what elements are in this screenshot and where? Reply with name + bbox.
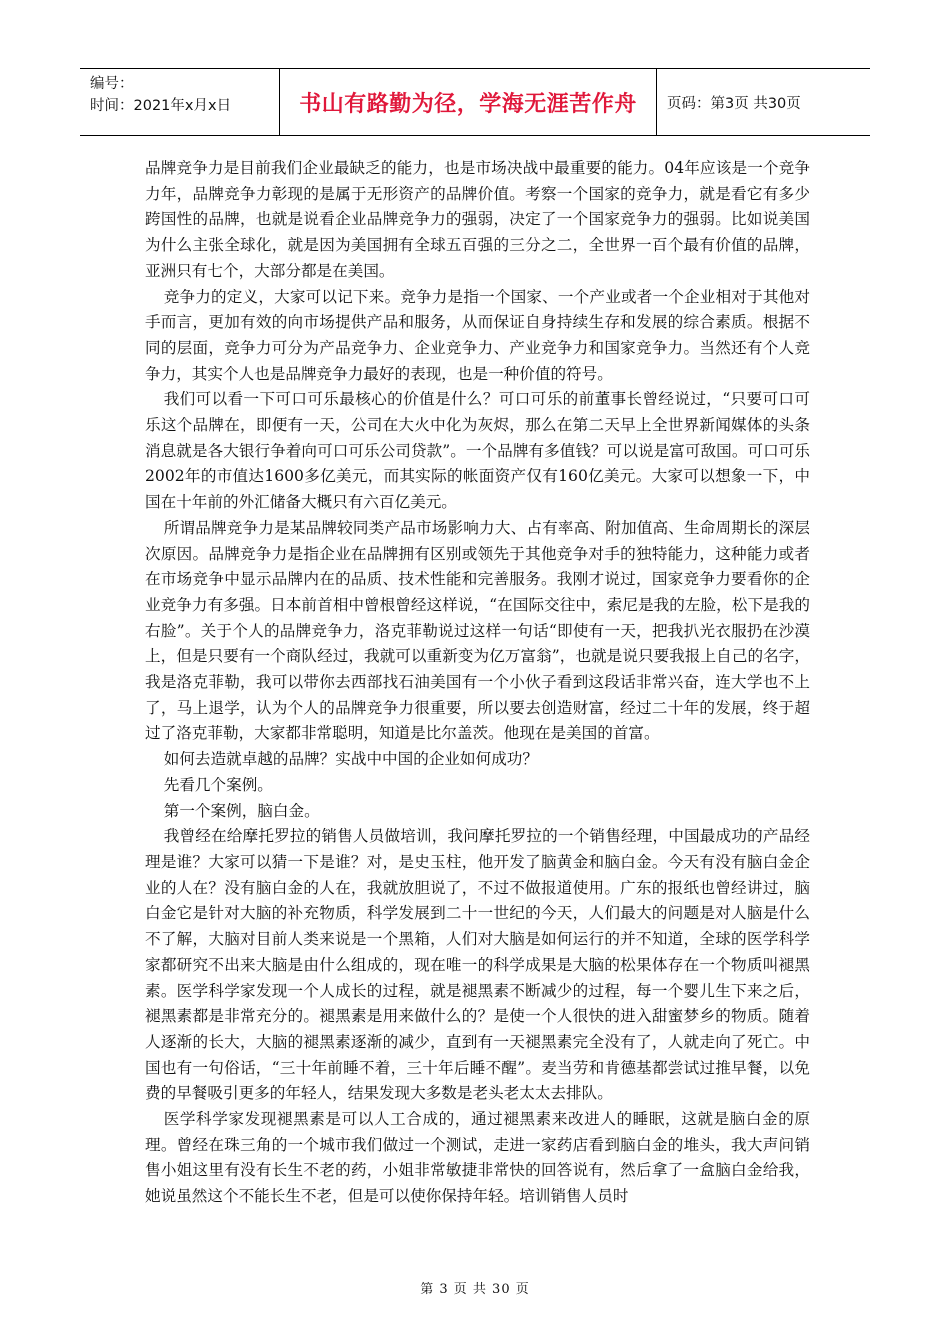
paragraph: 第一个案例，脑白金。 <box>163 801 320 820</box>
page-footer: 第 3 页 共 30 页 <box>420 1282 530 1297</box>
page-header <box>80 68 870 136</box>
paragraph: 所谓品牌竞争力是某品牌较同类产品市场影响力大、占有率高、附加值高、生命周期长的深层次原因。品牌竞争力是指企业在品牌拥有区别或领先于其他竞争对手的独特能力，这种能力或者在市场竞争中显示品牌内在的品质、技术性能和完善服务。我刚才说过，国家竞争力要看你的企业竞争力有多强。日本前首相中曾根曾经这样说，“在国际交往中，索尼是我的左脸，松下是我的右脸”。关于个人的品牌竞争力，洛克菲勒说过这样一句话“即使有一天，把我扒光衣服扔在沙漠上，但是只要有一个商队经过，我就可以重新变为亿万富翁”，也就是说只要我报上自己的名字，我是洛克菲勒，我可以带你去西部找石油美国有一个小伙子看到这段话非常兴奋，连大学也不上了，马上退学，认为个人的品牌竞争力很重要，所以要去创造财富，经过二十年的发展，终于超过了洛克菲勒，大家都非常聪明，知道是比尔盖茨。他现在是美国的首富。 <box>145 518 810 743</box>
header-number-label: 编号： <box>90 76 134 92</box>
header-meta <box>80 69 280 135</box>
header-motto: 书山有路勤为径，学海无涯苦作舟 <box>280 69 657 135</box>
paragraph: 我们可以看一下可口可乐最核心的价值是什么？可口可乐的前董事长曾经说过，“只要可口可乐这个品牌在，即便有一天，公司在大火中化为灰烬，那么在第二天早上全世界新闻媒体的头条消息就是各大银行争着向可口可乐公司贷款”。一个品牌有多值钱？可以说是富可敌国。可口可乐2002年的市值达1600多亿美元，而其实际的帐面资产仅有160亿美元。大家可以想象一下，中国在十年前的外汇储备大概只有六百亿美元。 <box>145 390 810 512</box>
header-page-info: 页码：第3页 共30页 <box>667 95 801 112</box>
paragraph: 品牌竞争力是目前我们企业最缺乏的能力，也是市场决战中最重要的能力。04年应该是一个竞争力年，品牌竞争力彰现的是属于无形资产的品牌价值。考察一个国家的竞争力，就是看它有多少跨国性的品牌，也就是说看企业品牌竞争力的强弱，决定了一个国家竞争力的强弱。比如说美国为什么主张全球化，就是因为美国拥有全球五百强的三分之二，全世界一百个最有价值的品牌，亚洲只有七个，大部分都是在美国。 <box>145 159 810 280</box>
document-body <box>145 156 810 1210</box>
paragraph: 我曾经在给摩托罗拉的销售人员做培训，我问摩托罗拉的一个销售经理，中国最成功的产品经理是谁？大家可以猜一下是谁？对，是史玉柱，他开发了脑黄金和脑白金。今天有没有脑白金企业的人在？没有脑白金的人在，我就放胆说了，不过不做报道使用。广东的报纸也曾经讲过，脑白金它是针对大脑的补充物质，科学发展到二十一世纪的今天，人们最大的问题是对人脑是什么不了解，大脑对目前人类来说是一个黑箱，人们对大脑是如何运行的并不知道，全球的医学科学家都研究不出来大脑是由什么组成的，现在唯一的科学成果是大脑的松果体存在一个物质叫褪黑素。医学科学家发现一个人成长的过程，就是褪黑素不断减少的过程，每一个婴儿生下来之后，褪黑素都是非常充分的。褪黑素是用来做什么的？是使一个人很快的进入甜蜜梦乡的物质。随着人逐渐的长大，大脑的褪黑素逐渐的减少，直到有一天褪黑素完全没有了，人就走向了死亡。中国也有一句俗话，“三十年前睡不着，三十年后睡不醒”。麦当劳和肯德基都尝试过推早餐，以免费的早餐吸引更多的年轻人，结果发现大多数是老头老太太去排队。 <box>145 827 810 1103</box>
paragraph: 先看几个案例。 <box>163 775 273 794</box>
header-time-label: 时间：2021年x月x日 <box>90 98 232 114</box>
paragraph: 如何去造就卓越的品牌？实战中中国的企业如何成功？ <box>163 750 538 769</box>
paragraph: 医学科学家发现褪黑素是可以人工合成的，通过褪黑素来改进人的睡眠，这就是脑白金的原理。曾经在珠三角的一个城市我们做过一个测试，走进一家药店看到脑白金的堆头，我大声问销售小姐这里有没有长生不老的药，小姐非常敏捷非常快的回答说有，然后拿了一盒脑白金给我，她说虽然这个不能长生不老，但是可以使你保持年轻。培训销售人员时 <box>145 1110 810 1206</box>
paragraph: 竞争力的定义，大家可以记下来。竞争力是指一个国家、一个产业或者一个企业相对于其他对手而言，更加有效的向市场提供产品和服务，从而保证自身持续生存和发展的综合素质。根据不同的层面，竞争力可分为产品竞争力、企业竞争力、产业竞争力和国家竞争力。当然还有个人竞争力，其实个人也是品牌竞争力最好的表现，也是一种价值的符号。 <box>145 287 810 383</box>
